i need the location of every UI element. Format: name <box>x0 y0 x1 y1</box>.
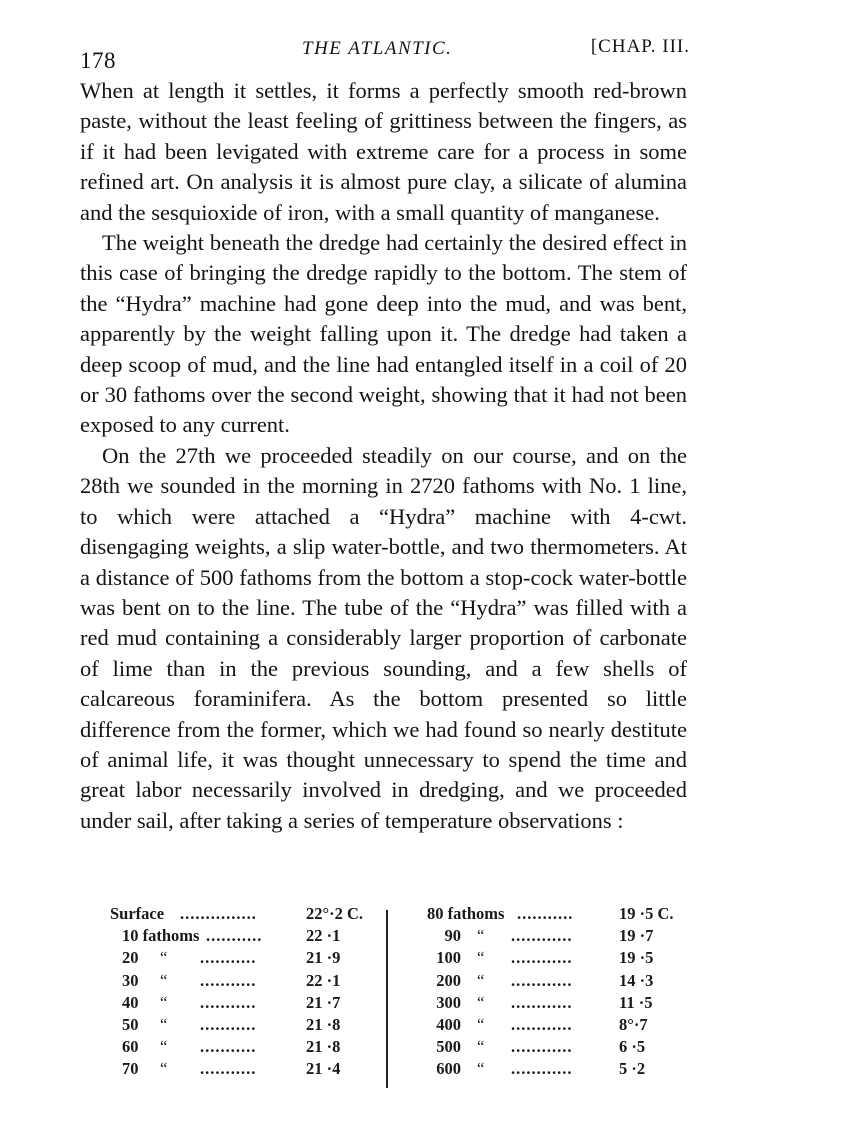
table-row <box>110 926 370 948</box>
temperature-value: 14 ·3 <box>619 970 654 990</box>
leader-dots: ............ <box>511 948 573 968</box>
leader-dots: ............ <box>511 1037 573 1057</box>
ditto-mark: “ <box>477 1037 485 1057</box>
ditto-mark: “ <box>160 970 168 990</box>
temperature-value: 8°·7 <box>619 1014 648 1034</box>
table-row <box>425 926 690 948</box>
ditto-mark: “ <box>477 992 485 1012</box>
depth-label: 100 <box>436 948 461 968</box>
ditto-mark: “ <box>477 926 485 946</box>
table-row <box>110 971 370 993</box>
leader-dots: ............ <box>511 926 573 946</box>
ditto-mark: “ <box>160 1059 168 1079</box>
temperature-value: 21 ·4 <box>306 1059 341 1079</box>
temperature-value: 21 ·8 <box>306 1014 341 1034</box>
depth-label: 70 <box>122 1059 139 1079</box>
table-row <box>425 1037 690 1059</box>
depth-label: 40 <box>122 992 139 1012</box>
leader-dots: ........... <box>206 926 263 946</box>
depth-label: Surface <box>110 904 165 923</box>
running-header <box>80 34 690 74</box>
ditto-mark: “ <box>477 970 485 990</box>
table-row <box>110 1059 370 1081</box>
running-title: THE ATLANTIC. <box>302 38 453 59</box>
ditto-mark: “ <box>477 1059 485 1079</box>
leader-dots: ........... <box>200 948 257 968</box>
table-row <box>110 904 370 926</box>
ditto-mark: “ <box>160 1037 168 1057</box>
ditto-mark: “ <box>477 948 485 968</box>
table-row <box>425 993 690 1015</box>
table-row <box>425 1059 690 1081</box>
table-row <box>425 971 690 993</box>
leader-dots: ............ <box>511 1014 573 1034</box>
table-row <box>110 948 370 970</box>
paragraph-1: When at length it settles, it forms a perfectly smooth red-brown paste, without the least feeling of grittiness between the fingers, as if it had been levigated with extreme care for a process in some refined art. On analysis it is almost pure clay, a silicate of alumina and the sesquioxide of iron, with a small quantity of manganese. <box>80 78 687 225</box>
depth-label: 30 <box>122 970 139 990</box>
temperature-value: 21 ·8 <box>306 1037 341 1057</box>
depth-label: 20 <box>122 948 139 968</box>
depth-label: 10 fathoms <box>122 926 200 946</box>
leader-dots: ........... <box>200 1037 257 1057</box>
leader-dots: ........... <box>517 904 574 923</box>
temperature-column-right <box>425 904 690 1082</box>
ditto-mark: “ <box>160 948 168 968</box>
leader-dots: ........... <box>200 1014 257 1034</box>
temperature-column-left <box>110 904 370 1082</box>
temperature-value: 22°·2 C. <box>306 904 364 923</box>
table-row <box>425 904 690 926</box>
table-row <box>425 1015 690 1037</box>
column-divider <box>386 910 388 1088</box>
table-row <box>425 948 690 970</box>
depth-label: 300 <box>436 992 461 1012</box>
leader-dots: ............... <box>180 904 257 923</box>
depth-label: 600 <box>436 1059 461 1079</box>
temperature-value: 19 ·5 <box>619 948 654 968</box>
temperature-table <box>110 904 690 1094</box>
ditto-mark: “ <box>477 1014 485 1034</box>
temperature-value: 11 ·5 <box>619 992 653 1012</box>
leader-dots: ........... <box>200 970 257 990</box>
temperature-value: 19 ·7 <box>619 926 654 946</box>
temperature-value: 21 ·7 <box>306 992 341 1012</box>
leader-dots: ............ <box>511 1059 573 1079</box>
temperature-value: 5 ·2 <box>619 1059 646 1079</box>
body-text <box>80 76 687 836</box>
leader-dots: ............ <box>511 992 573 1012</box>
leader-dots: ........... <box>200 992 257 1012</box>
temperature-value: 19 ·5 C. <box>619 904 674 923</box>
page-number: 178 <box>80 48 116 73</box>
table-row <box>110 1037 370 1059</box>
depth-label: 90 <box>444 926 461 946</box>
paragraph-3: On the 27th we proceeded steadily on our course, and on the 28th we sounded in the morning in 2720 fathoms with No. 1 line, to which were attached a “Hydra” machine with 4-cwt. disengaging weights, a slip water-bottle, and two thermometers. At a distance of 500 fathoms from the bottom a stop-cock water-bottle was bent on to the line. The tube of the “Hydra” was filled with a red mud containing a considerably larger proportion of carbonate of lime than in the previous sounding, and a few shells of calcareous foraminifera. As the bottom presented so little difference from the former, which we had found so nearly destitute of animal life, it was thought unnecessary to spend the time and great labor necessarily involved in dredging, and we proceeded under sail, after taking a series of temperature observations : <box>80 442 687 833</box>
depth-label: 50 <box>122 1014 139 1034</box>
table-row <box>110 993 370 1015</box>
temperature-value: 21 ·9 <box>306 948 341 968</box>
paragraph-2: The weight beneath the dredge had certainly the desired effect in this case of bringing the dredge rapidly to the bottom. The stem of the “Hydra” machine had gone deep into the mud, and was bent, apparently by the weight falling upon it. The dredge had taken a deep scoop of mud, and the line had entangled itself in a coil of 20 or 30 fathoms over the second weight, showing that it had not been exposed to any current. <box>80 230 687 438</box>
ditto-mark: “ <box>160 1014 168 1034</box>
chapter-reference: [CHAP. III. <box>590 36 690 57</box>
temperature-value: 6 ·5 <box>619 1037 646 1057</box>
depth-label: 60 <box>122 1037 139 1057</box>
depth-label: 200 <box>436 970 461 990</box>
depth-label: 80 fathoms <box>427 904 505 923</box>
depth-label: 500 <box>436 1037 461 1057</box>
depth-label: 400 <box>436 1014 461 1034</box>
leader-dots: ............ <box>511 970 573 990</box>
table-row <box>110 1015 370 1037</box>
ditto-mark: “ <box>160 992 168 1012</box>
leader-dots: ........... <box>200 1059 257 1079</box>
temperature-value: 22 ·1 <box>306 926 341 946</box>
temperature-value: 22 ·1 <box>306 970 341 990</box>
